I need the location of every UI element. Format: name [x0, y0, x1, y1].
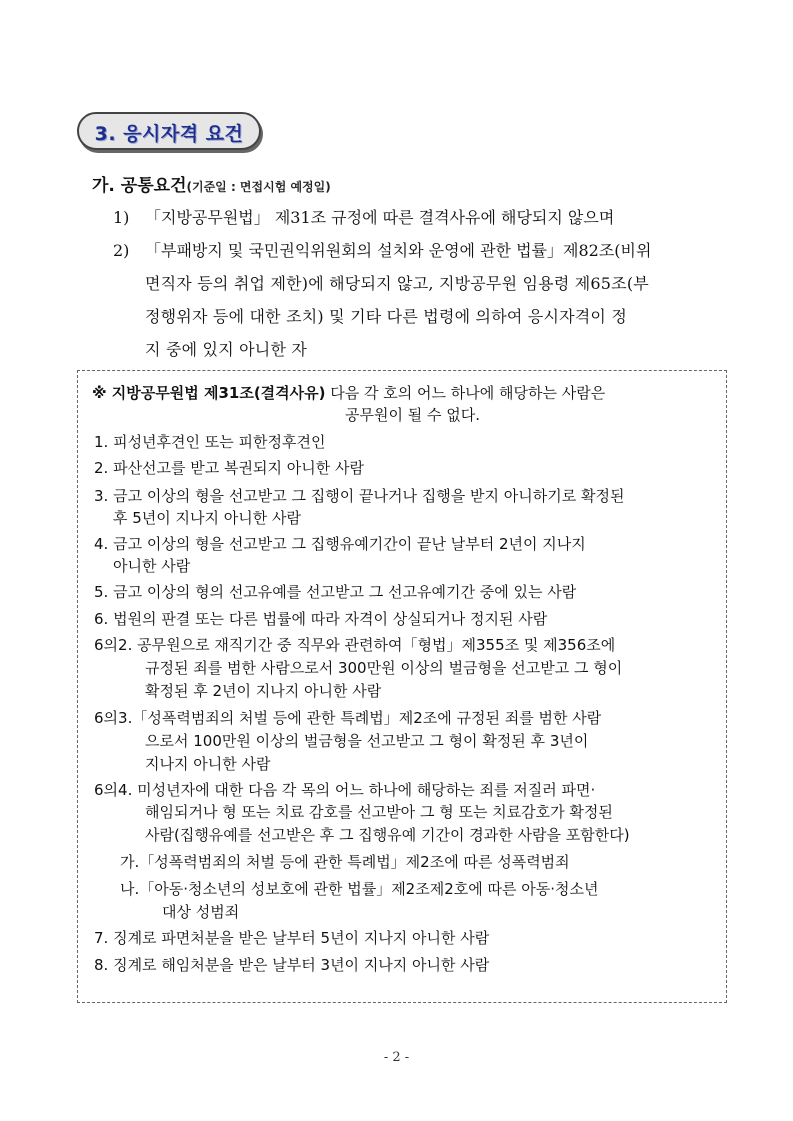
box-title: [92, 382, 605, 403]
requirement-text: 정행위자 등에 대한 조치) 및 기타 다른 법령에 의하여 응시자격이 정: [145, 307, 628, 326]
requirement-text: 「지방공무원법」 제31조 규정에 따른 결격사유에 해당되지 않으며: [145, 208, 615, 227]
box-item: 7. 징계로 파면처분을 받은 날부터 5년이 지나지 아니한 사람: [94, 929, 490, 947]
box-item: 3. 금고 이상의 형을 선고받고 그 집행이 끝나거나 집행을 받지 아니하기로 확정된: [94, 487, 625, 505]
box-item: 규정된 죄를 범한 사람으로서 300만원 이상의 벌금형을 선고받고 그 형이: [145, 659, 623, 677]
box-item: 나.「아동·청소년의 성보호에 관한 법률」제2조제2호에 따른 아동·청소년: [120, 880, 599, 898]
requirement-text: 「부패방지 및 국민권익위원회의 설치와 운영에 관한 법률」제82조(비위: [145, 241, 652, 260]
box-item: 5. 금고 이상의 형의 선고유예를 선고받고 그 선고유예기간 중에 있는 사람: [94, 583, 577, 601]
box-item: 대상 성범죄: [162, 903, 240, 921]
box-item: 확정된 후 2년이 지나지 아니한 사람: [145, 682, 382, 700]
box-item: 1. 피성년후견인 또는 피한정후견인: [94, 433, 326, 451]
box-item: 해임되거나 형 또는 치료 감호를 선고받아 그 형 또는 치료감호가 확정된: [145, 803, 613, 821]
box-item: 가.「성폭력범죄의 처벌 등에 관한 특례법」제2조에 따른 성폭력범죄: [120, 853, 570, 871]
page-number: - 2 -: [383, 1050, 410, 1065]
box-item: 8. 징계로 해임처분을 받은 날부터 3년이 지나지 아니한 사람: [94, 956, 490, 974]
box-item: 6의3.「성폭력범죄의 처벌 등에 관한 특례법」제2조에 규정된 죄를 범한 사람: [94, 709, 602, 727]
sub-heading-label: 가. 공통요건: [92, 176, 187, 196]
box-item: 아니한 사람: [113, 557, 191, 575]
box-item: 사람(집행유예를 선고받은 후 그 집행유예 기간이 경과한 사람을 포함한다): [145, 826, 630, 844]
box-title-rest: 다음 각 호의 어느 하나에 해당하는 사람은: [325, 384, 606, 402]
sub-heading-note: (기준일 : 면접시험 예정일): [186, 180, 331, 194]
box-item: 6. 법원의 판결 또는 다른 법률에 따라 자격이 상실되거나 정지된 사람: [94, 610, 548, 628]
box-item: 6의2. 공무원으로 재직기간 중 직무와 관련하여「형법」제355조 및 제356조에: [94, 636, 616, 654]
requirement-number: 1): [113, 208, 130, 227]
box-item: 2. 파산선고를 받고 복권되지 아니한 사람: [94, 459, 364, 477]
section-title-badge: [77, 112, 261, 150]
box-item: 후 5년이 지나지 아니한 사람: [113, 509, 302, 527]
box-title-line2: 공무원이 될 수 없다.: [345, 406, 480, 424]
box-item: 6의4. 미성년자에 대한 다음 각 목의 어느 하나에 해당하는 죄를 저질러 파면·: [94, 781, 596, 799]
box-item: 지나지 아니한 사람: [145, 755, 271, 773]
requirement-1: [113, 205, 614, 228]
sub-heading: [92, 171, 331, 196]
requirement-2: [113, 238, 651, 261]
requirement-text: 지 중에 있지 아니한 자: [145, 340, 308, 359]
requirement-number: 2): [113, 241, 130, 260]
requirement-text: 면직자 등의 취업 제한)에 해당되지 않고, 지방공무원 임용령 제65조(부: [145, 274, 649, 293]
box-item: 4. 금고 이상의 형을 선고받고 그 집행유예기간이 끝난 날부터 2년이 지나지: [94, 535, 586, 553]
box-title-bold: ※ 지방공무원법 제31조(결격사유): [92, 384, 326, 402]
section-title: 3. 응시자격 요건: [94, 123, 244, 145]
box-item: 으로서 100만원 이상의 벌금형을 선고받고 그 형이 확정된 후 3년이: [145, 732, 589, 750]
